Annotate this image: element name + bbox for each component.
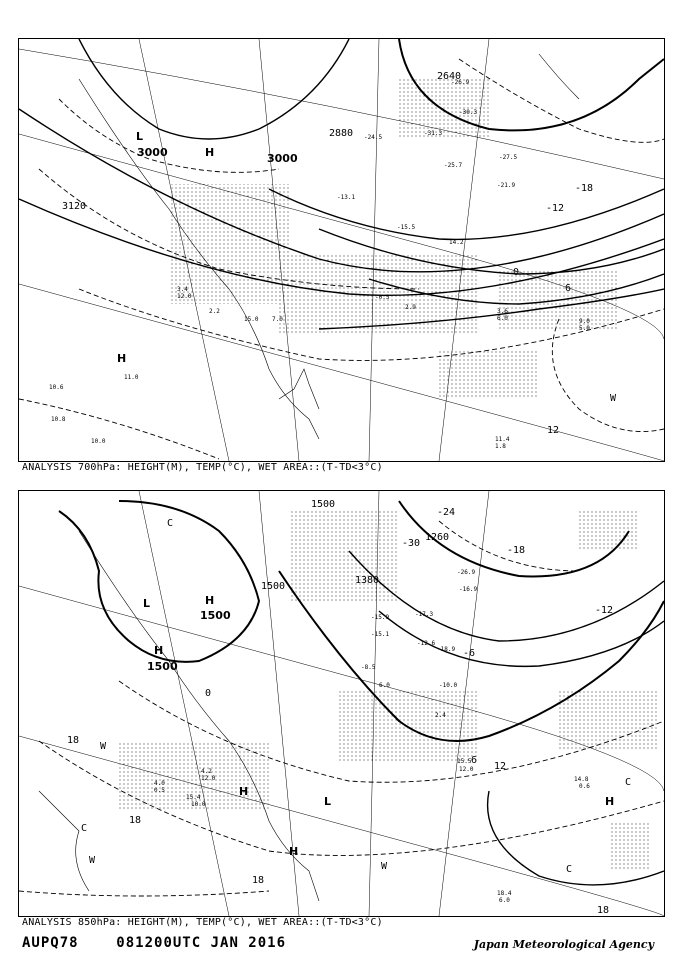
cold-center-symbol: C <box>81 823 88 834</box>
station-value: -30.3 <box>459 109 478 116</box>
height-label: 3120 <box>62 201 87 212</box>
station-value: 7.0 <box>272 316 283 323</box>
station-value: 0.6 <box>579 783 590 790</box>
chart-footer <box>22 935 286 951</box>
station-value: -25.7 <box>444 162 463 169</box>
station-value: 2.4 <box>435 712 446 719</box>
station-value: 12.0 <box>459 766 474 773</box>
station-value: -17.3 <box>415 611 434 618</box>
temp-label: -12 <box>546 203 565 214</box>
warm-center-symbol: W <box>381 861 388 872</box>
temp-label: 0 <box>205 688 212 699</box>
panel-caption-700hpa: ANALYSIS 700hPa: HEIGHT(M), TEMP(°C), WET AREA::(T-TD<3°C) <box>22 462 383 473</box>
station-value: -12.6 <box>417 640 436 647</box>
chart-850hpa-svg <box>19 491 664 916</box>
temp-label: -12 <box>595 605 614 616</box>
station-value: 11.4 <box>495 436 510 443</box>
station-value: 10.6 <box>49 384 64 391</box>
station-value: -16.9 <box>459 586 478 593</box>
cold-center-symbol: C <box>625 777 632 788</box>
temp-label: 0 <box>513 267 520 278</box>
temp-label: -6 <box>463 648 476 659</box>
height-label: 1500 <box>147 660 178 673</box>
station-value: -31.3 <box>424 130 443 137</box>
chart-code: AUPQ78 <box>22 935 79 951</box>
high-center-symbol: H <box>205 146 215 159</box>
height-label: 1500 <box>200 609 231 622</box>
station-value: 6.0 <box>379 682 390 689</box>
high-center-symbol: H <box>289 845 299 858</box>
temp-label: 6 <box>565 283 572 294</box>
temp-label: 18 <box>129 815 142 826</box>
station-value: 0.5 <box>154 787 165 794</box>
chart-700hpa-svg <box>19 39 664 461</box>
height-label: 1380 <box>355 575 380 586</box>
station-value: 15.4 <box>186 794 201 801</box>
height-label: 1500 <box>311 499 336 510</box>
temp-label: 12 <box>547 425 560 436</box>
station-value: -18.9 <box>437 646 456 653</box>
station-value: 1.8 <box>495 443 506 450</box>
warm-center-symbol: W <box>89 855 96 866</box>
station-value: -21.9 <box>497 182 516 189</box>
station-value: 3.6 <box>497 308 508 315</box>
station-value: 14.2 <box>449 239 464 246</box>
temp-label: -24 <box>437 507 456 518</box>
station-value: -15.1 <box>371 631 390 638</box>
temp-label: 18 <box>252 875 265 886</box>
station-value: -15.9 <box>371 614 390 621</box>
height-label: 1260 <box>425 532 450 543</box>
station-value: 4.2 <box>201 768 212 775</box>
high-center-symbol: H <box>117 352 127 365</box>
height-label: 3000 <box>267 152 298 165</box>
station-value: 14.8 <box>574 776 589 783</box>
panel-caption-850hpa: ANALYSIS 850hPa: HEIGHT(M), TEMP(°C), WET AREA::(T-TD<3°C) <box>22 917 383 928</box>
high-center-symbol: H <box>605 795 615 808</box>
cold-center-symbol: C <box>167 518 174 529</box>
station-value: -8.5 <box>361 664 376 671</box>
station-value: 11.0 <box>124 374 139 381</box>
high-center-symbol: H <box>154 644 164 657</box>
low-center-symbol: L <box>136 130 144 143</box>
low-center-symbol: L <box>143 597 151 610</box>
temp-label: -18 <box>575 183 594 194</box>
height-label: 2640 <box>437 71 462 82</box>
height-label: 3000 <box>137 146 168 159</box>
station-value: 6.0 <box>499 897 510 904</box>
cold-center-symbol: C <box>566 864 573 875</box>
warm-center-symbol: W <box>610 393 617 404</box>
station-value: 12.0 <box>177 293 192 300</box>
station-value: 12.0 <box>201 775 216 782</box>
temp-label: 18 <box>597 905 610 916</box>
station-value: 15.5 <box>457 758 472 765</box>
height-label: 2880 <box>329 128 354 139</box>
station-value: 15.0 <box>244 316 259 323</box>
high-center-symbol: H <box>239 785 249 798</box>
station-value: -26.9 <box>451 79 470 86</box>
station-value: 2.9 <box>405 304 416 311</box>
height-label: 1500 <box>261 581 286 592</box>
station-value: -26.9 <box>457 569 476 576</box>
temp-label: -18 <box>507 545 526 556</box>
temp-label: 6 <box>471 755 478 766</box>
station-value: 18.4 <box>497 890 512 897</box>
station-value: 6.0 <box>497 315 508 322</box>
map-panel-700hpa <box>18 38 665 462</box>
station-value: 10.0 <box>91 438 106 445</box>
warm-center-symbol: W <box>100 741 107 752</box>
agency-name: Japan Meteorological Agency <box>473 938 654 951</box>
map-panel-850hpa <box>18 490 665 917</box>
station-value: 2.2 <box>209 308 220 315</box>
station-value: 5.0 <box>579 325 590 332</box>
station-value: 9.0 <box>579 318 590 325</box>
station-value: 4.0 <box>154 780 165 787</box>
station-value: 10.0 <box>191 801 206 808</box>
temp-label: 18 <box>67 735 80 746</box>
station-value: -15.5 <box>397 224 416 231</box>
station-value: -10.0 <box>439 682 458 689</box>
station-value: 3.4 <box>177 286 188 293</box>
station-value: -0.5 <box>375 294 390 301</box>
high-center-symbol: H <box>205 594 215 607</box>
low-center-symbol: L <box>324 795 332 808</box>
temp-label: 12 <box>494 761 507 772</box>
station-value: -13.1 <box>337 194 356 201</box>
station-value: -27.5 <box>499 154 518 161</box>
temp-label: -30 <box>402 538 421 549</box>
valid-time: 081200UTC JAN 2016 <box>116 935 287 951</box>
station-value: 10.8 <box>51 416 66 423</box>
station-value: -24.5 <box>364 134 383 141</box>
